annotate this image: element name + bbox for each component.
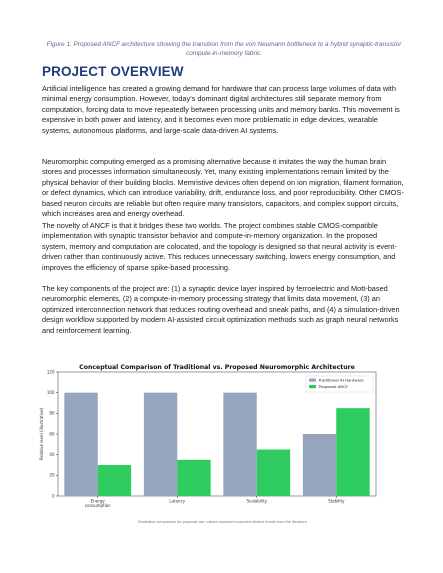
bar-traditional [303, 434, 336, 496]
y-tick-label: 0 [51, 493, 55, 499]
bar-ancf [98, 465, 131, 496]
bar-traditional [64, 393, 97, 496]
x-tick-label: Stability [328, 498, 345, 504]
figure-caption: Figure 1. Proposed ANCF architecture showing the transition from the von Neumann bottleneck to a hybrid synaptic-transistor compute-in-memory fabric. [46, 41, 402, 57]
legend-label: Proposed ANCF [318, 384, 349, 390]
bar-traditional [144, 393, 177, 496]
y-tick-label: 80 [49, 410, 55, 416]
bar-ancf [336, 408, 369, 496]
x-tick-label: Latency [169, 498, 186, 504]
x-tick-label-line2: consumption [84, 503, 111, 508]
bar-ancf [177, 460, 210, 496]
legend-swatch [309, 379, 316, 382]
y-tick-label: 60 [49, 431, 55, 437]
paragraph-novelty: The novelty of ANCF is that it bridges these two worlds. The project combines stable CMOS-compatible implementation with synaptic transistor behavior and compute-in-memory organization. In the proposed system, memory and computation are colocated, and the topology is designed so that neural activity is event-driven rather than continuously active. This reduces unnecessary switching, lowers energy consumption, and improves the efficiency of sparse spike-based processing. [42, 221, 397, 272]
paragraph-intro: Artificial intelligence has created a growing demand for hardware that can process large volumes of data with minimal energy consumption. However, today’s dominant digital architectures still separate memory from computation, forcing data to move repeatedly between processing units and memory banks. This movement is expensive in both power and latency, and it becomes even more problematic in edge devices, wearable systems, autonomous platforms, and large-scale data-driven AI systems. [42, 84, 400, 135]
y-axis-label: Relative level (illustrative) [39, 407, 44, 461]
chart-title: Conceptual Comparison of Traditional vs. Proposed Neuromorphic Architecture [79, 364, 355, 371]
y-tick-label: 120 [46, 369, 55, 375]
x-tick-label: Scalability [246, 498, 268, 504]
chart-svg [38, 362, 406, 534]
legend-label: Traditional AI Hardware [318, 377, 364, 383]
y-tick-label: 100 [46, 390, 55, 396]
paragraph-components: The key components of the project are: (1) a synaptic device layer inspired by ferroelectric and Mott-based neuromorphic elements, (2) a compute-in-memory processing strategy that limits data movement, (3) an optimized interconnection network that reduces routing overhead and sneak paths, and (4) a simulation-driven design workflow supported by modern AI-assisted circuit optimization methods such as graph neural networks and reinforcement learning. [42, 284, 400, 335]
x-tick-label: Energy [90, 498, 105, 504]
bar-ancf [257, 450, 290, 497]
comparison-chart [38, 362, 406, 534]
bar-traditional [223, 393, 256, 496]
y-tick-label: 40 [49, 452, 55, 458]
chart-footnote: Illustrative comparison for proposal use; values represent expected relative trends from the literature. [138, 520, 308, 524]
paragraph-neuromorphic: Neuromorphic computing emerged as a promising alternative because it imitates the way the human brain stores and processes information simultaneously. Yet, many existing implementations remain limited by the physical behavior of their building blocks. Memristive devices often depend on ion migration, filament formation, or defect dynamics, which can introduce variability, drift, endurance loss, and poor reproducibility. Other CMOS-based neuron circuits are reliable but often require many transistors, capacitors, and complex support circuits, which increases area and energy overhead. [42, 157, 404, 219]
y-tick-label: 20 [49, 472, 55, 478]
section-title: PROJECT OVERVIEW [42, 64, 184, 79]
legend-swatch [309, 385, 316, 388]
